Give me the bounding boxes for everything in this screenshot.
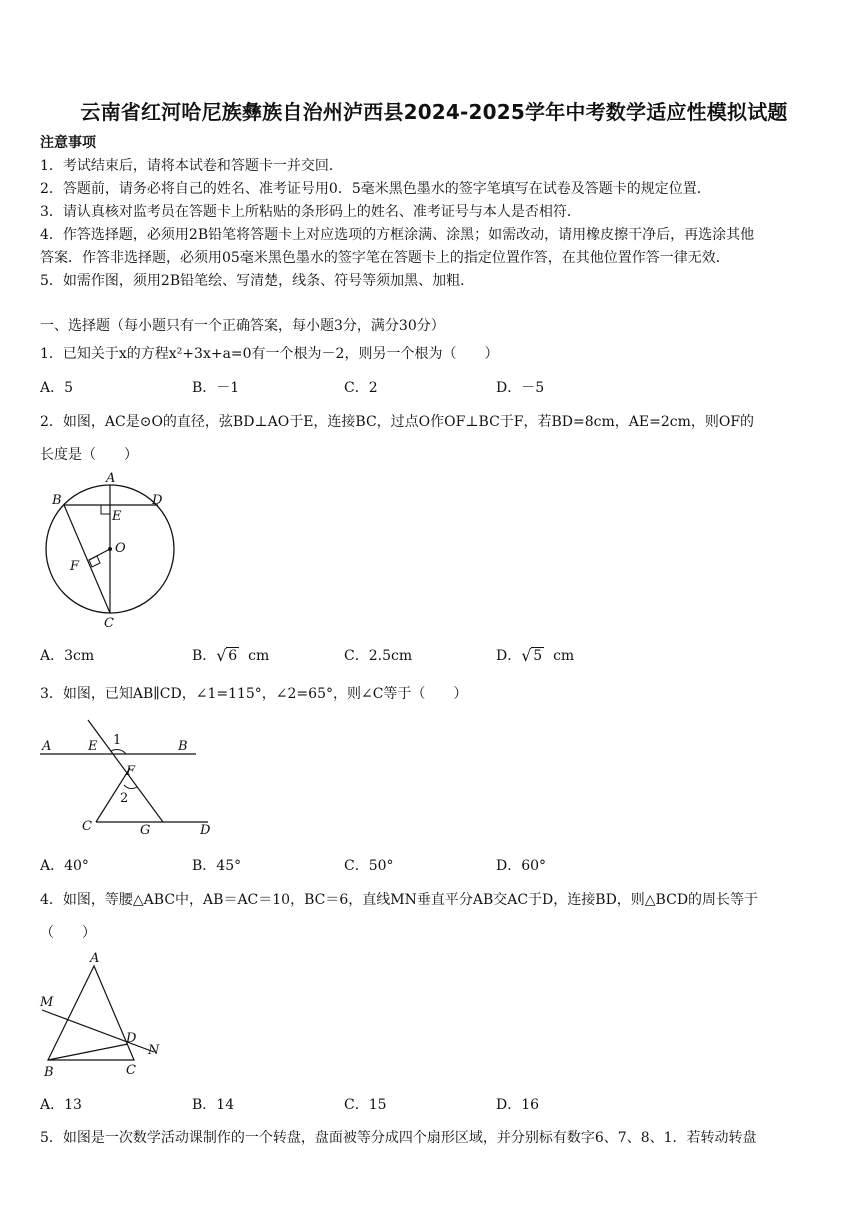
label-d: D bbox=[200, 823, 211, 838]
sqrt-symbol: √ 6 bbox=[216, 646, 238, 665]
q2-option-a: A．3cm bbox=[40, 648, 95, 664]
label-m: M bbox=[40, 995, 54, 1010]
right-angle-mark-f bbox=[89, 556, 100, 567]
q4-option-a: A．13 bbox=[40, 1097, 82, 1113]
line-mn bbox=[42, 1010, 154, 1052]
right-angle-mark-e bbox=[101, 505, 110, 514]
section-heading: 一、选择题（每小题只有一个正确答案，每小题3分，满分30分） bbox=[40, 318, 445, 334]
q4-option-b: B．14 bbox=[192, 1097, 235, 1113]
q3-option-c: C．50° bbox=[344, 858, 394, 874]
angle-2-arc bbox=[124, 785, 137, 789]
label-f: F bbox=[126, 764, 136, 779]
note-item: 4．作答选择题，必须用2B铅笔将答题卡上对应选项的方框涂满、涂黑；如需改动，请用橡皮擦干净后，再选涂其他 bbox=[40, 227, 755, 243]
label-a: A bbox=[106, 471, 116, 486]
center-point-o bbox=[108, 547, 112, 551]
label-a: A bbox=[90, 951, 100, 966]
question-4-text: 4．如图，等腰△ABC中，AB＝AC＝10，BC＝6，直线MN垂直平分AB交AC于D，连接BD，则△BCD的周长等于 bbox=[40, 892, 759, 908]
label-angle-1: 1 bbox=[113, 733, 122, 748]
sqrt-symbol: √ 5 bbox=[521, 646, 543, 665]
note-item: 1．考试结束后，请将本试卷和答题卡一并交回． bbox=[40, 158, 343, 174]
note-item: 3．请认真核对监考员在答题卡上所粘贴的条形码上的姓名、准考证号与本人是否相符． bbox=[40, 204, 581, 220]
note-item: 5．如需作图，须用2B铅笔绘、写清楚，线条、符号等须加黑、加粗． bbox=[40, 273, 475, 289]
question-4-text-cont: （ ） bbox=[40, 925, 96, 941]
label-d: D bbox=[126, 1031, 137, 1046]
question-1-text: 1．已知关于x的方程x²+3x+a=0有一个根为－2，则另一个根为（ ） bbox=[40, 346, 499, 362]
parallel-lines-figure bbox=[38, 716, 218, 842]
q3-option-b: B．45° bbox=[192, 858, 242, 874]
circle-figure bbox=[38, 470, 178, 630]
q4-option-c: C．15 bbox=[344, 1097, 387, 1113]
question-3-text: 3．如图，已知AB∥CD，∠1=115°，∠2=65°，则∠C等于（ ） bbox=[40, 686, 468, 702]
label-b: B bbox=[44, 1065, 54, 1080]
label-n: N bbox=[148, 1043, 160, 1058]
page-title: 云南省红河哈尼族彝族自治州泸西县2024-2025学年中考数学适应性模拟试题 bbox=[80, 100, 788, 124]
label-b: B bbox=[178, 739, 188, 754]
q2-option-b: B． √ 6 cm bbox=[192, 646, 270, 665]
label-angle-2: 2 bbox=[120, 791, 129, 806]
q2-option-c: C．2.5cm bbox=[344, 648, 413, 664]
question-2-text-cont: 长度是（ ） bbox=[40, 447, 138, 463]
triangle-figure bbox=[36, 948, 168, 1080]
q2-option-d: D． √ 5 cm bbox=[496, 646, 575, 665]
label-b: B bbox=[52, 493, 62, 508]
segment-bd bbox=[48, 1044, 128, 1060]
q4-option-d: D．16 bbox=[496, 1097, 540, 1113]
q1-option-b: B．－1 bbox=[192, 380, 240, 396]
label-c: C bbox=[82, 819, 92, 834]
question-2-text: 2．如图，AC是⊙O的直径，弦BD⊥AO于E，连接BC，过点O作OF⊥BC于F，若BD=8cm，AE=2cm，则OF的 bbox=[40, 414, 755, 430]
notes-heading: 注意事项 bbox=[40, 135, 96, 151]
q3-option-d: D．60° bbox=[496, 858, 547, 874]
label-o: O bbox=[115, 541, 126, 556]
note-item: 2．答题前，请务必将自己的姓名、准考证号用0．5毫米黑色墨水的签字笔填写在试卷及答题卡的规定位置． bbox=[40, 181, 711, 197]
label-f: F bbox=[70, 559, 80, 574]
label-e: E bbox=[88, 739, 98, 754]
label-d: D bbox=[152, 493, 163, 508]
label-g: G bbox=[140, 823, 151, 838]
q1-option-c: C．2 bbox=[344, 380, 378, 396]
q1-option-a: A．5 bbox=[40, 380, 74, 396]
label-a: A bbox=[42, 739, 52, 754]
label-c: C bbox=[104, 616, 114, 630]
q3-option-a: A．40° bbox=[40, 858, 89, 874]
question-5-text: 5．如图是一次数学活动课制作的一个转盘，盘面被等分成四个扇形区域，并分别标有数字6、7、8、1．若转动转盘 bbox=[40, 1130, 757, 1146]
note-item: 答案．作答非选择题，必须用05毫米黑色墨水的签字笔在答题卡上的指定位置作答，在其他位置作答一律无效． bbox=[40, 250, 730, 266]
q1-option-d: D．－5 bbox=[496, 380, 545, 396]
label-e: E bbox=[112, 509, 122, 524]
label-c: C bbox=[126, 1063, 136, 1078]
